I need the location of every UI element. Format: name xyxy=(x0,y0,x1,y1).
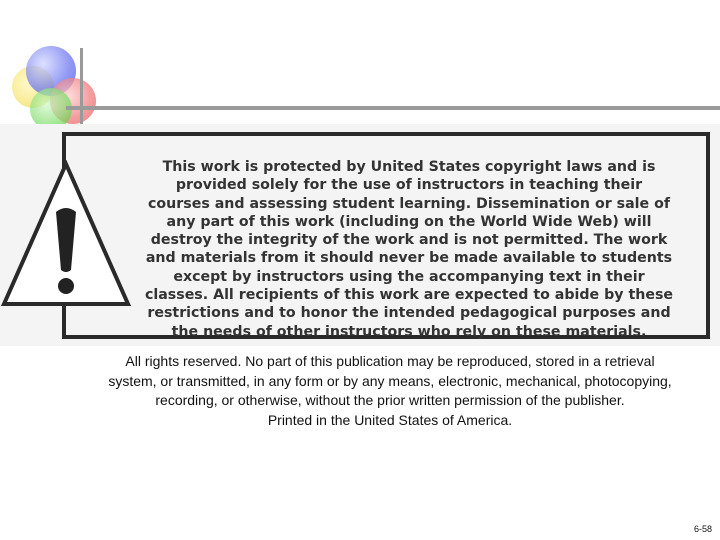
rights-line: Printed in the United States of America. xyxy=(267,411,513,428)
horizontal-rule xyxy=(66,106,720,110)
rights-line: recording, or otherwise, without the prior written permission of the publisher. xyxy=(155,392,625,408)
rights-statement xyxy=(40,352,720,430)
copyright-notice-text: This work is protected by United States copyright laws and is provided solely for the use of instructors in teaching their courses and assessing student learning. Dissemination or sale of any part of this work (including on the World Wide Web) will destroy the integrity of the work and is not permitted. The work and materials from it should never be made available to students except by instructors using the accompanying text in their classes. All recipients of this work are expected to abide by these restrictions and to honor the intended pedagogical purposes and the needs of other instructors who rely on these materials. xyxy=(144,159,674,340)
rights-line: All rights reserved. No part of this publication may be reproduced, stored in a retrieval xyxy=(125,353,655,369)
page-number: 6-58 xyxy=(693,524,712,534)
circles-logo xyxy=(10,44,100,130)
vertical-rule xyxy=(80,48,83,124)
rights-line: system, or transmitted, in any form or by any means, electronic, mechanical, photocopying, xyxy=(108,372,672,389)
warning-triangle-icon xyxy=(0,160,132,308)
copyright-notice-box xyxy=(62,132,710,339)
copyright-notice-panel xyxy=(0,124,720,346)
